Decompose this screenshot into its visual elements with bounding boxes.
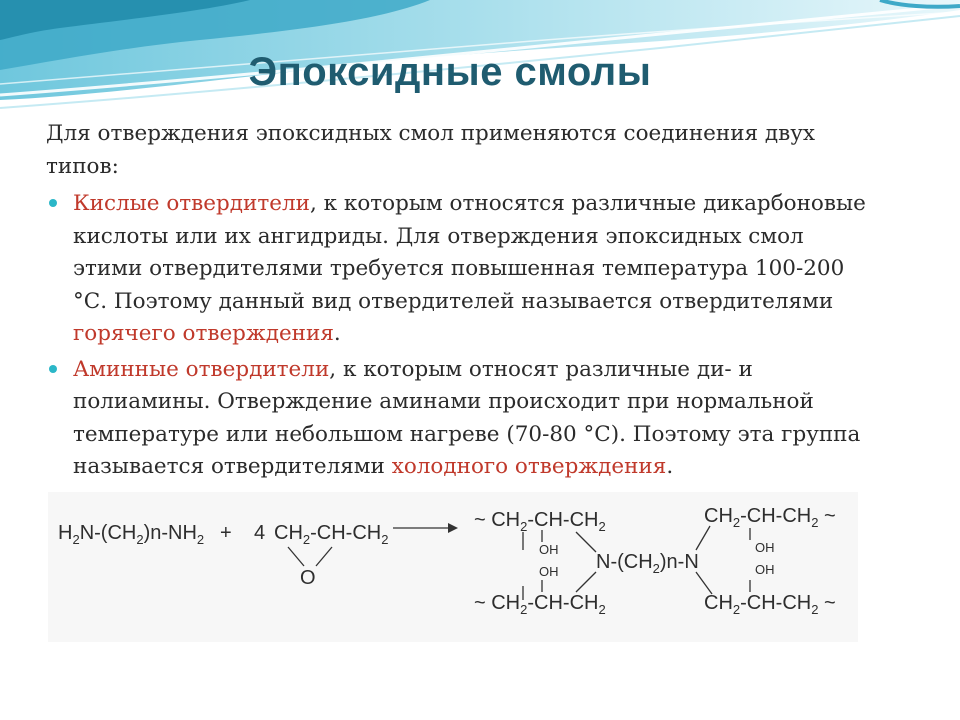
- intro-paragraph: Для отверждения эпоксидных смол применяются соединения двух типов:: [46, 121, 816, 179]
- bullet-highlight: горячего отверждения: [73, 321, 334, 346]
- bullet-text: , к которым относятся различные дикарбоновые кислоты или их ангидриды. Для отверждения эпоксидных смол этими отвердителями требуется повышенная температура 100-200 °С. Поэтому данный вид отвердителей называется отвердителями: [73, 191, 866, 314]
- bullet-end: .: [666, 454, 674, 479]
- product-left-top: ~ $CH_2-CH-CH_2$: [474, 509, 606, 534]
- bullet-end: .: [333, 321, 341, 346]
- reaction-formula: [48, 492, 858, 642]
- bullet-list: [46, 188, 876, 484]
- coefficient: 4: [254, 522, 266, 544]
- bullet-dot-icon: [49, 365, 57, 373]
- epoxide-chain: $CH_2-CH-CH_2$: [274, 522, 389, 547]
- epoxide-oxygen: O: [300, 567, 316, 589]
- product-right-top: $CH_2-CH-CH_2$ ~: [704, 505, 836, 530]
- slide-body: [46, 118, 876, 487]
- bullet-dot-icon: [49, 199, 57, 207]
- oh-label: OH: [755, 562, 775, 577]
- plus-sign: +: [220, 522, 232, 544]
- list-item: [46, 188, 876, 351]
- oh-label: OH: [539, 542, 559, 557]
- bullet-highlight: холодного отверждения: [391, 454, 667, 479]
- list-item: [46, 354, 876, 484]
- amine-formula: $H_2N-(CH_2)n-NH_2$: [58, 522, 205, 547]
- product-right-bottom: $CH_2-CH-CH_2$ ~: [704, 592, 836, 617]
- page-title: Эпоксидные смолы: [248, 50, 652, 94]
- bullet-text: , к которым относят различные ди- и полиамины. Отверждение аминами происходит при нормальной температуре или небольшом нагреве (70-80 °С). Поэтому эта группа называется отвердителями: [73, 356, 861, 479]
- product-left-bottom: ~ $CH_2-CH-CH_2$: [474, 592, 606, 617]
- bullet-term: Аминные отвердители: [73, 356, 330, 382]
- oh-label: OH: [539, 564, 559, 579]
- product-center: $N-(CH_2)n-N$: [596, 551, 699, 576]
- bullet-term: Кислые отвердители: [73, 191, 310, 216]
- oh-label: OH: [755, 540, 775, 555]
